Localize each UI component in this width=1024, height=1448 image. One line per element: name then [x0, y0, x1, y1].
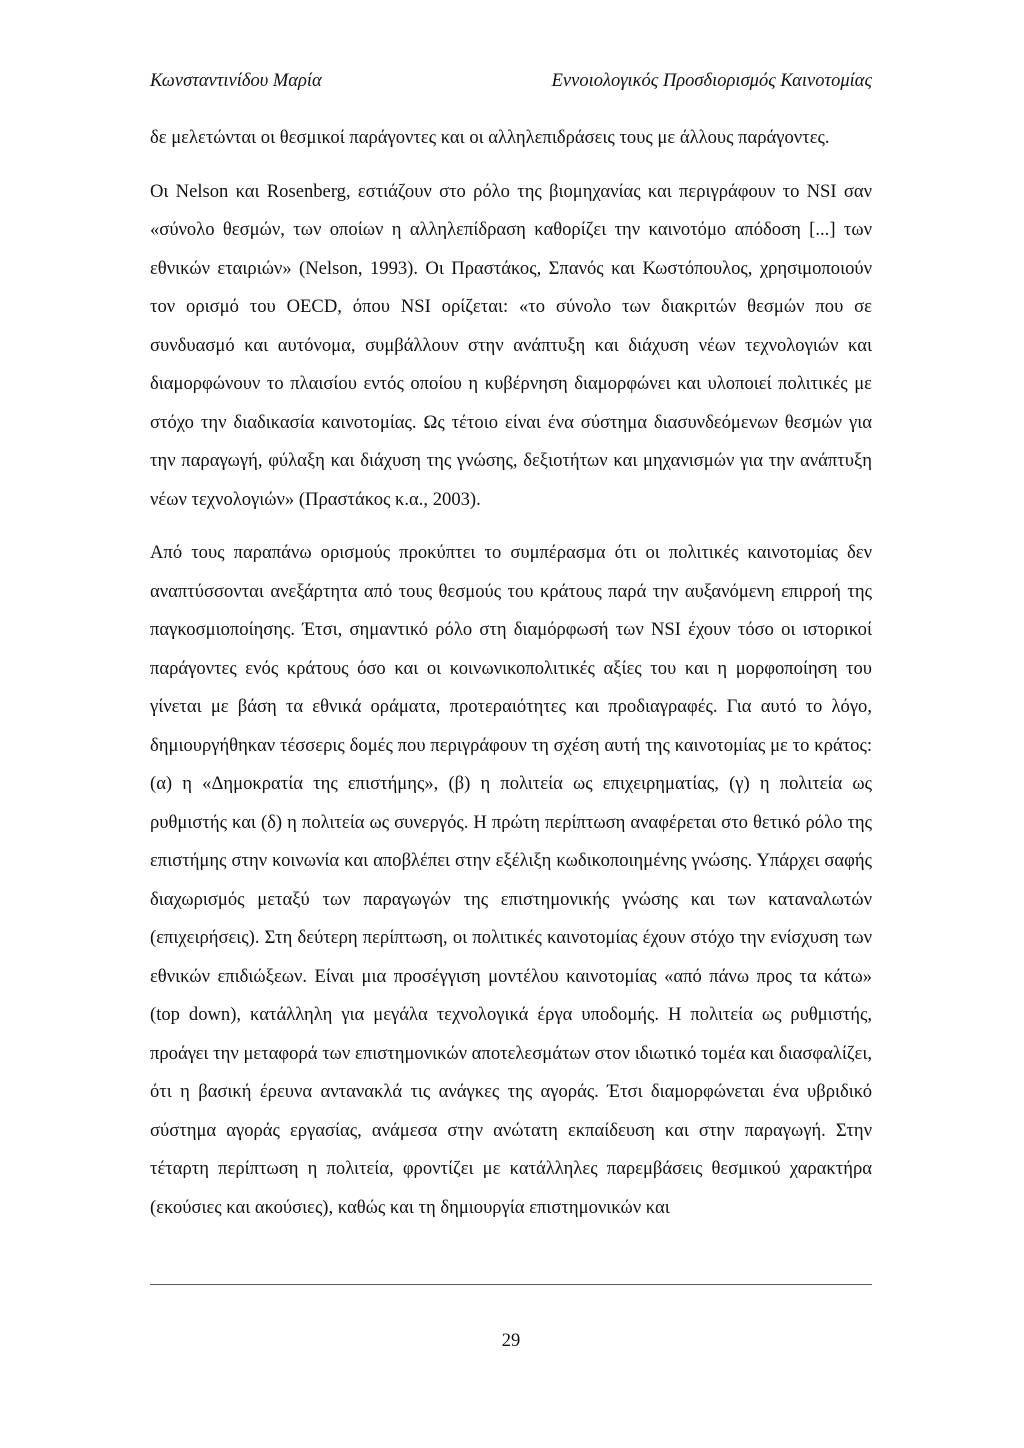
body-text — [150, 119, 872, 1227]
page-header — [150, 66, 872, 96]
footer-divider — [150, 1284, 872, 1285]
page-number: 29 — [501, 1331, 521, 1351]
header-author: Κωνσταντινίδου Μαρία — [150, 71, 322, 91]
header-title: Εννοιολογικός Προσδιορισμός Καινοτομίας — [551, 71, 872, 91]
paragraph-1: δε μελετώνται οι θεσμικοί παράγοντες και οι αλληλεπιδράσεις τους με άλλους παράγοντες. — [150, 127, 830, 148]
paragraph-2: Οι Nelson και Rosenberg, εστιάζουν στο ρόλο της βιομηχανίας και περιγράφουν το NSI σαν «σύνολο θεσμών, των οποίων η αλληλεπίδραση καθορίζει την καινοτόμο απόδοση [...] των εθνικών εταιριών» (Nelson, 1993). Οι Πραστάκος, Σπανός και Κωστόπουλος, χρησιμοποιούν τον ορισμό του OECD, όπου NSI ορίζεται: «το σύνολο των διακριτών θεσμών που σε συνδυασμό και αυτόνομα, συμβάλλουν στην ανάπτυξη και διάχυση νέων τεχνολογιών και διαμορφώνουν το πλαισίου εντός οποίου η κυβέρνηση διαμορφώνει και υλοποιεί πολιτικές με στόχο την διαδικασία καινοτομίας. Ως τέτοιο είναι ένα σύστημα διασυνδεόμενων θεσμών για την παραγωγή, φύλαξη και διάχυση της γνώσης, δεξιοτήτων και μηχανισμών για την ανάπτυξη νέων τεχνολογιών» (Πραστάκος κ.α., 2003). — [150, 180, 872, 510]
paragraph-3: Από τους παραπάνω ορισμούς προκύπτει το συμπέρασμα ότι οι πολιτικές καινοτομίας δεν αναπτύσσονται ανεξάρτητα από τους θεσμούς του κράτους παρά την αυξανόμενη επιρροή της παγκοσμιοποίησης. Έτσι, σημαντικό ρόλο στη διαμόρφωσή των NSI έχουν τόσο οι ιστορικοί παράγοντες ενός κράτους όσο και οι κοινωνικοπολιτικές αξίες του και η μορφοποίηση του γίνεται με βάση τα εθνικά οράματα, προτεραιότητες και προδιαγραφές. Για αυτό το λόγο, δημιουργήθηκαν τέσσερις δομές που περιγράφουν τη σχέση αυτή της καινοτομίας με το κράτος: (α) η «Δημοκρατία της επιστήμης», (β) η πολιτεία ως επιχειρηματίας, (γ) η πολιτεία ως ρυθμιστής και (δ) η πολιτεία ως συνεργός. Η πρώτη περίπτωση αναφέρεται στο θετικό ρόλο της επιστήμης στην κοινωνία και αποβλέπει στην εξέλιξη κωδικοποιημένης γνώσης. Υπάρχει σαφής διαχωρισμός μεταξύ των παραγωγών της επιστημονικής γνώσης και των καταναλωτών (επιχειρήσεις). Στη δεύτερη περίπτωση, οι πολιτικές καινοτομίας έχουν στόχο την ενίσχυση των εθνικών επιδιώξεων. Είναι μια προσέγγιση μοντέλου καινοτομίας «από πάνω προς τα κάτω» (top down), κατάλληλη για μεγάλα τεχνολογικά έργα υποδομής. Η πολιτεία ως ρυθμιστής, προάγει την μεταφορά των επιστημονικών αποτελεσμάτων στον ιδιωτικό τομέα και διασφαλίζει, ότι η βασική έρευνα αντανακλά τις ανάγκες της αγοράς. Έτσι διαμορφώνεται ένα υβριδικό σύστημα αγοράς εργασίας, ανάμεσα στην ανώτατη εκπαίδευση και στην παραγωγή. Στην τέταρτη περίπτωση η πολιτεία, φροντίζει με κατάλληλες παρεμβάσεις θεσμικού χαρακτήρα (εκούσιες και ακούσιες), καθώς και τη δημιουργία επιστημονικών και — [150, 542, 872, 1218]
